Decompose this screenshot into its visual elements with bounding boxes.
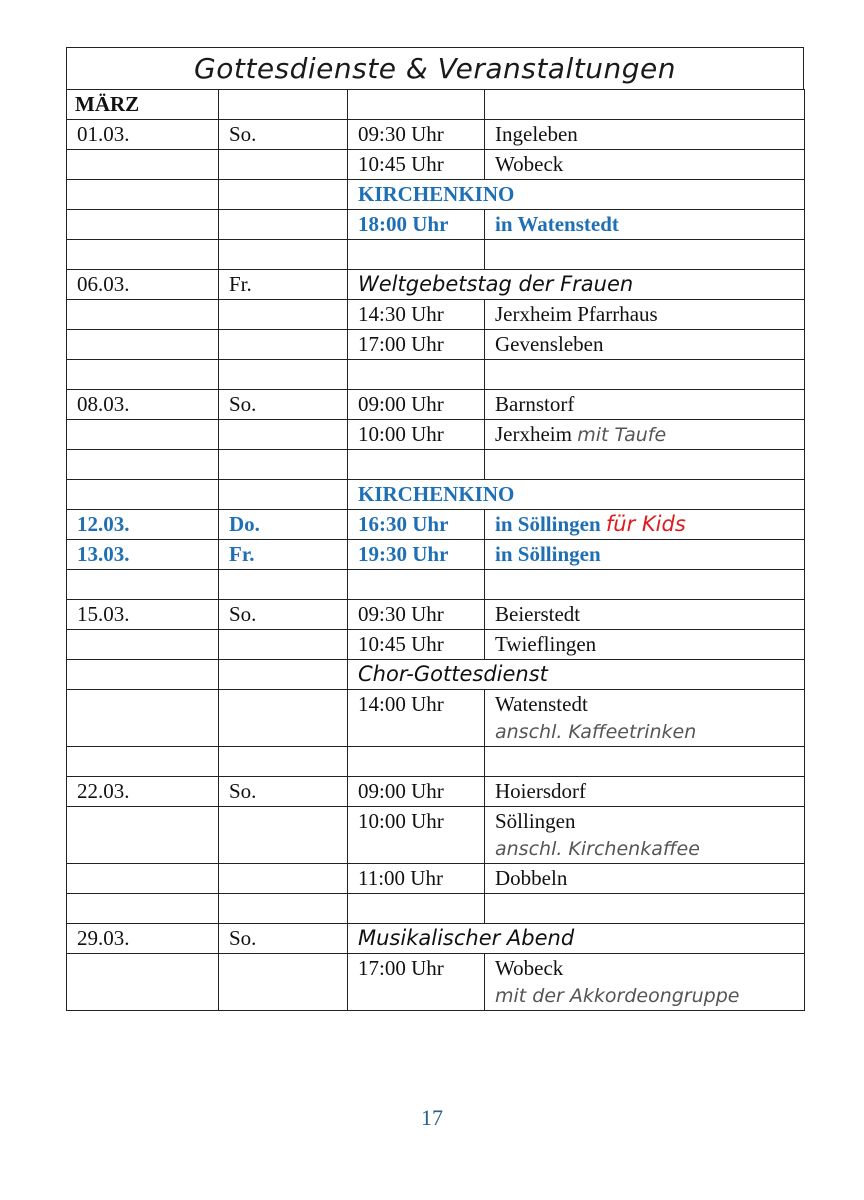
table-row	[67, 120, 805, 150]
table-row	[67, 864, 805, 894]
table-row	[67, 924, 805, 954]
time-cell: 18:00 Uhr	[348, 210, 485, 240]
schedule-table	[66, 89, 805, 1011]
time-cell: 14:00 Uhr	[348, 690, 485, 747]
time-cell: 16:30 Uhr	[348, 510, 485, 540]
place-cell	[485, 420, 805, 450]
event-title: Chor-Gottesdienst	[348, 660, 805, 690]
table-row	[67, 540, 805, 570]
page-title: Gottesdienste & Veranstaltungen	[66, 47, 804, 89]
event-title: Musikalischer Abend	[348, 924, 805, 954]
table-row	[67, 807, 805, 864]
time-cell: 09:00 Uhr	[348, 777, 485, 807]
place-cell	[485, 690, 805, 747]
time-cell: 10:45 Uhr	[348, 630, 485, 660]
place-cell: Ingeleben	[485, 120, 805, 150]
table-row	[67, 690, 805, 747]
table-row	[67, 480, 805, 510]
time-cell: 19:30 Uhr	[348, 540, 485, 570]
table-row	[67, 270, 805, 300]
table-row	[67, 420, 805, 450]
page-number: 17	[421, 1105, 443, 1130]
place-note: anschl. Kaffeetrinken	[495, 721, 697, 743]
table-row	[67, 150, 805, 180]
table-row	[67, 777, 805, 807]
date-cell: 22.03.	[67, 777, 219, 807]
place-cell: Hoiersdorf	[485, 777, 805, 807]
table-row	[67, 660, 805, 690]
time-cell: 11:00 Uhr	[348, 864, 485, 894]
place-name: in Söllingen	[495, 512, 601, 536]
table-row	[67, 240, 805, 270]
place-name: Söllingen	[495, 809, 576, 833]
table-row	[67, 180, 805, 210]
table-row	[67, 390, 805, 420]
event-title: KIRCHENKINO	[348, 180, 805, 210]
date-cell: 12.03.	[67, 510, 219, 540]
time-cell: 09:30 Uhr	[348, 600, 485, 630]
table-row	[67, 600, 805, 630]
table-row	[67, 300, 805, 330]
place-name: Wobeck	[495, 956, 564, 980]
place-cell	[485, 510, 805, 540]
date-cell: 15.03.	[67, 600, 219, 630]
table-row	[67, 894, 805, 924]
day-cell: Fr.	[219, 540, 348, 570]
table-row	[67, 630, 805, 660]
place-cell: Dobbeln	[485, 864, 805, 894]
place-cell: in Watenstedt	[485, 210, 805, 240]
table-row	[67, 570, 805, 600]
place-cell	[485, 954, 805, 1011]
time-cell: 14:30 Uhr	[348, 300, 485, 330]
table-row	[67, 360, 805, 390]
time-cell: 10:45 Uhr	[348, 150, 485, 180]
day-cell: So.	[219, 600, 348, 630]
date-cell: 01.03.	[67, 120, 219, 150]
place-cell: Beierstedt	[485, 600, 805, 630]
time-cell: 09:30 Uhr	[348, 120, 485, 150]
table-row	[67, 954, 805, 1011]
date-cell: 08.03.	[67, 390, 219, 420]
day-cell: So.	[219, 777, 348, 807]
time-cell: 17:00 Uhr	[348, 330, 485, 360]
table-row	[67, 210, 805, 240]
day-cell: So.	[219, 390, 348, 420]
time-cell: 17:00 Uhr	[348, 954, 485, 1011]
table-row	[67, 330, 805, 360]
table-row	[67, 450, 805, 480]
place-note: mit der Akkordeongruppe	[495, 985, 740, 1007]
event-title: KIRCHENKINO	[348, 480, 805, 510]
event-title: Weltgebetstag der Frauen	[348, 270, 805, 300]
table-row	[67, 747, 805, 777]
place-cell	[485, 807, 805, 864]
place-note: mit Taufe	[577, 424, 667, 446]
place-cell: Gevensleben	[485, 330, 805, 360]
place-cell: in Söllingen	[485, 540, 805, 570]
place-note: für Kids	[605, 512, 686, 536]
table-row	[67, 510, 805, 540]
date-cell: 29.03.	[67, 924, 219, 954]
time-cell: 09:00 Uhr	[348, 390, 485, 420]
day-cell: Fr.	[219, 270, 348, 300]
date-cell: 13.03.	[67, 540, 219, 570]
day-cell: So.	[219, 924, 348, 954]
place-note: anschl. Kirchenkaffee	[495, 838, 700, 860]
time-cell: 10:00 Uhr	[348, 420, 485, 450]
day-cell: Do.	[219, 510, 348, 540]
place-cell: Twieflingen	[485, 630, 805, 660]
place-cell: Jerxheim Pfarrhaus	[485, 300, 805, 330]
day-cell: So.	[219, 120, 348, 150]
place-name: Jerxheim	[495, 422, 572, 446]
time-cell: 10:00 Uhr	[348, 807, 485, 864]
month-label: MÄRZ	[67, 90, 219, 120]
place-name: Watenstedt	[495, 692, 588, 716]
place-cell: Barnstorf	[485, 390, 805, 420]
table-row	[67, 90, 805, 120]
place-cell: Wobeck	[485, 150, 805, 180]
date-cell: 06.03.	[67, 270, 219, 300]
